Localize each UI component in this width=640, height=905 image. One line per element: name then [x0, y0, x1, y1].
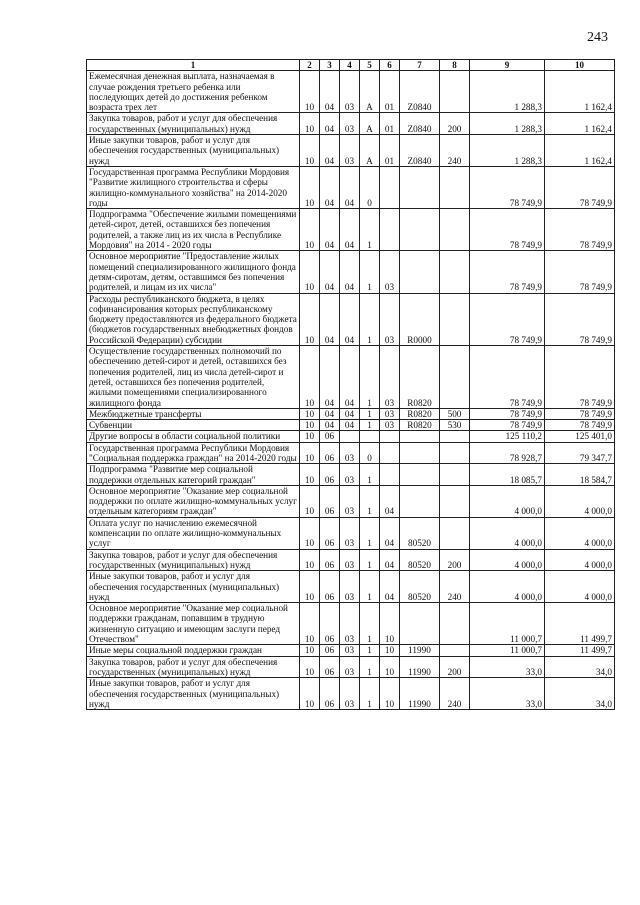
table-row — [87, 135, 615, 167]
row-c9-cell: 78 749,9 — [470, 420, 545, 431]
table-row — [87, 113, 615, 135]
row-c7-cell: 80520 — [400, 517, 440, 549]
row-c4-cell: 04 — [340, 420, 360, 431]
row-name-cell: Оплата услуг по начислению ежемесячной компенсации по оплате жилищно-коммунальных услуг — [87, 517, 300, 549]
row-c8-cell: 200 — [440, 113, 470, 135]
row-c8-cell — [440, 209, 470, 251]
row-c9-cell: 18 085,7 — [470, 464, 545, 486]
row-name-cell: Закупка товаров, работ и услуг для обеспечения государственных (муниципальных) нужд — [87, 113, 300, 135]
header-cell: 6 — [380, 60, 400, 71]
row-c7-cell — [400, 209, 440, 251]
row-c4-cell: 03 — [340, 571, 360, 603]
row-c3-cell: 04 — [320, 113, 340, 135]
row-c5-cell: 1 — [360, 346, 380, 409]
row-c5-cell: 0 — [360, 442, 380, 464]
row-c8-cell — [440, 431, 470, 442]
row-c5-cell: А — [360, 113, 380, 135]
row-c2-cell: 10 — [300, 517, 320, 549]
row-c6-cell — [380, 464, 400, 486]
row-name-cell: Иные меры социальной поддержки граждан — [87, 645, 300, 656]
row-c8-cell: 240 — [440, 571, 470, 603]
row-name-cell: Межбюджетные трансферты — [87, 408, 300, 419]
row-c3-cell: 04 — [320, 71, 340, 113]
table-row — [87, 408, 615, 419]
row-c9-cell: 4 000,0 — [470, 549, 545, 571]
row-c3-cell: 04 — [320, 420, 340, 431]
row-c3-cell: 06 — [320, 485, 340, 517]
row-c5-cell: А — [360, 135, 380, 167]
row-name-cell: Государственная программа Республики Мордовия "Развитие жилищного строительства и сферы жилищно-коммунального хозяйства" на 2014-2020 годы — [87, 166, 300, 208]
row-c5-cell — [360, 431, 380, 442]
row-c5-cell: 1 — [360, 408, 380, 419]
table-row — [87, 346, 615, 409]
row-c7-cell — [400, 251, 440, 293]
row-c7-cell: Z0840 — [400, 113, 440, 135]
row-c8-cell: 530 — [440, 420, 470, 431]
row-c5-cell: 1 — [360, 485, 380, 517]
table-row — [87, 420, 615, 431]
row-c7-cell: R0820 — [400, 420, 440, 431]
row-c6-cell: 04 — [380, 485, 400, 517]
row-c8-cell: 240 — [440, 135, 470, 167]
row-c2-cell: 10 — [300, 71, 320, 113]
header-cell: 5 — [360, 60, 380, 71]
row-c3-cell: 06 — [320, 603, 340, 645]
row-c5-cell: 1 — [360, 603, 380, 645]
header-row — [87, 60, 615, 71]
row-c9-cell: 125 110,2 — [470, 431, 545, 442]
row-c8-cell: 240 — [440, 678, 470, 710]
row-c6-cell — [380, 442, 400, 464]
row-c8-cell — [440, 442, 470, 464]
row-c9-cell: 78 928,7 — [470, 442, 545, 464]
row-c10-cell: 4 000,0 — [545, 485, 615, 517]
row-c2-cell: 10 — [300, 678, 320, 710]
header-cell: 10 — [545, 60, 615, 71]
row-c2-cell: 10 — [300, 431, 320, 442]
row-c9-cell: 1 288,3 — [470, 135, 545, 167]
row-name-cell: Подпрограмма "Развитие мер социальной поддержки отдельных категорий граждан" — [87, 464, 300, 486]
row-c2-cell: 10 — [300, 346, 320, 409]
row-name-cell: Ежемесячная денежная выплата, назначаемая в случае рождения третьего ребенка или последующих детей до достижения ребенком возраста трех лет — [87, 71, 300, 113]
row-c4-cell: 03 — [340, 678, 360, 710]
row-name-cell: Иные закупки товаров, работ и услуг для обеспечения государственных (муниципальных) нужд — [87, 135, 300, 167]
table-row — [87, 485, 615, 517]
row-c6-cell: 10 — [380, 656, 400, 678]
row-c2-cell: 10 — [300, 420, 320, 431]
row-c9-cell: 11 000,7 — [470, 603, 545, 645]
row-c10-cell: 78 749,9 — [545, 209, 615, 251]
row-c5-cell: 1 — [360, 656, 380, 678]
table-row — [87, 442, 615, 464]
row-c5-cell: 1 — [360, 645, 380, 656]
row-c4-cell: 03 — [340, 113, 360, 135]
row-c6-cell: 03 — [380, 293, 400, 345]
row-c10-cell: 4 000,0 — [545, 517, 615, 549]
row-name-cell: Расходы республиканского бюджета, в целях софинансирования которых республиканскому бюджету предоставляются из федерального бюджета (бюджетов государственных внебюджетных фондов Российской Федерации) субсидии — [87, 293, 300, 345]
row-c6-cell: 04 — [380, 517, 400, 549]
row-c3-cell: 04 — [320, 346, 340, 409]
row-c3-cell: 06 — [320, 442, 340, 464]
row-c9-cell: 33,0 — [470, 678, 545, 710]
row-c7-cell — [400, 166, 440, 208]
row-c6-cell: 03 — [380, 408, 400, 419]
row-c3-cell: 04 — [320, 251, 340, 293]
row-c10-cell: 78 749,9 — [545, 251, 615, 293]
row-c4-cell: 04 — [340, 209, 360, 251]
row-c6-cell: 04 — [380, 571, 400, 603]
row-name-cell: Другие вопросы в области социальной политики — [87, 431, 300, 442]
row-c2-cell: 10 — [300, 464, 320, 486]
row-name-cell: Иные закупки товаров, работ и услуг для обеспечения государственных (муниципальных) нужд — [87, 678, 300, 710]
row-c2-cell: 10 — [300, 442, 320, 464]
row-c7-cell: R0820 — [400, 346, 440, 409]
row-c8-cell — [440, 485, 470, 517]
row-c2-cell: 10 — [300, 571, 320, 603]
table-row — [87, 166, 615, 208]
row-c4-cell: 03 — [340, 603, 360, 645]
table-row — [87, 603, 615, 645]
row-c3-cell: 06 — [320, 464, 340, 486]
row-name-cell: Закупка товаров, работ и услуг для обеспечения государственных (муниципальных) нужд — [87, 549, 300, 571]
table-row — [87, 464, 615, 486]
row-c3-cell: 04 — [320, 209, 340, 251]
row-c2-cell: 10 — [300, 645, 320, 656]
row-c5-cell: 1 — [360, 517, 380, 549]
row-c9-cell: 4 000,0 — [470, 571, 545, 603]
row-c2-cell: 10 — [300, 549, 320, 571]
row-c8-cell — [440, 293, 470, 345]
row-c7-cell: 80520 — [400, 571, 440, 603]
row-c5-cell: 1 — [360, 549, 380, 571]
table-row — [87, 209, 615, 251]
row-c2-cell: 10 — [300, 135, 320, 167]
row-c2-cell: 10 — [300, 603, 320, 645]
row-c6-cell: 04 — [380, 549, 400, 571]
row-c2-cell: 10 — [300, 166, 320, 208]
row-c4-cell: 04 — [340, 408, 360, 419]
row-c9-cell: 4 000,0 — [470, 485, 545, 517]
row-name-cell: Осуществление государственных полномочий по обеспечению детей-сирот и детей, оставшихся без попечения родителей, лиц из числа детей-сирот и детей, оставшихся без попечения родителей, жилыми помещениями специализированного жилищного фонда — [87, 346, 300, 409]
row-c6-cell: 10 — [380, 678, 400, 710]
row-c7-cell: R0000 — [400, 293, 440, 345]
row-c5-cell: 0 — [360, 166, 380, 208]
row-c5-cell: 1 — [360, 678, 380, 710]
row-c2-cell: 10 — [300, 408, 320, 419]
row-c6-cell: 01 — [380, 135, 400, 167]
header-cell: 2 — [300, 60, 320, 71]
row-c8-cell — [440, 603, 470, 645]
row-c8-cell — [440, 166, 470, 208]
row-c5-cell: А — [360, 71, 380, 113]
table-body — [87, 71, 615, 710]
row-c4-cell: 03 — [340, 656, 360, 678]
row-c4-cell: 03 — [340, 517, 360, 549]
row-c2-cell: 10 — [300, 293, 320, 345]
row-c9-cell: 1 288,3 — [470, 71, 545, 113]
row-name-cell: Основное мероприятие "Предоставление жилых помещений специализированного жилищного фонда детям-сиротам, детям, оставшимся без попечения родителей, и лицам из их числа" — [87, 251, 300, 293]
row-name-cell: Государственная программа Республики Мордовия "Социальная поддержка граждан" на 2014-2020 годы — [87, 442, 300, 464]
row-c7-cell — [400, 464, 440, 486]
row-c6-cell: 03 — [380, 346, 400, 409]
header-cell: 8 — [440, 60, 470, 71]
row-c4-cell: 03 — [340, 135, 360, 167]
row-c5-cell: 1 — [360, 420, 380, 431]
row-c3-cell: 06 — [320, 517, 340, 549]
row-c9-cell: 78 749,9 — [470, 166, 545, 208]
row-c4-cell: 04 — [340, 251, 360, 293]
table-row — [87, 293, 615, 345]
row-c7-cell — [400, 485, 440, 517]
row-c9-cell: 33,0 — [470, 656, 545, 678]
row-c7-cell — [400, 603, 440, 645]
row-c10-cell: 18 584,7 — [545, 464, 615, 486]
row-c6-cell — [380, 166, 400, 208]
header-cell: 7 — [400, 60, 440, 71]
row-c10-cell: 78 749,9 — [545, 420, 615, 431]
table-row — [87, 251, 615, 293]
row-c9-cell: 11 000,7 — [470, 645, 545, 656]
row-c8-cell — [440, 464, 470, 486]
row-c10-cell: 78 749,9 — [545, 346, 615, 409]
row-c10-cell: 125 401,0 — [545, 431, 615, 442]
row-c3-cell: 06 — [320, 645, 340, 656]
row-c10-cell: 11 499,7 — [545, 645, 615, 656]
row-c4-cell: 03 — [340, 71, 360, 113]
table-row — [87, 645, 615, 656]
row-c8-cell — [440, 346, 470, 409]
table-row — [87, 678, 615, 710]
row-c10-cell: 1 162,4 — [545, 135, 615, 167]
row-c6-cell: 10 — [380, 645, 400, 656]
row-c10-cell: 79 347,7 — [545, 442, 615, 464]
row-c5-cell: 1 — [360, 464, 380, 486]
row-c7-cell: 11990 — [400, 678, 440, 710]
row-c3-cell: 04 — [320, 408, 340, 419]
row-c2-cell: 10 — [300, 113, 320, 135]
row-c9-cell: 78 749,9 — [470, 408, 545, 419]
row-c7-cell — [400, 431, 440, 442]
row-c7-cell: Z0840 — [400, 71, 440, 113]
row-c7-cell: 11990 — [400, 645, 440, 656]
row-c4-cell: 03 — [340, 645, 360, 656]
row-c8-cell: 500 — [440, 408, 470, 419]
row-c7-cell — [400, 442, 440, 464]
row-c6-cell: 01 — [380, 71, 400, 113]
row-c8-cell — [440, 251, 470, 293]
row-c4-cell: 04 — [340, 293, 360, 345]
row-c7-cell: 11990 — [400, 656, 440, 678]
row-c3-cell: 06 — [320, 431, 340, 442]
row-c8-cell: 200 — [440, 549, 470, 571]
row-c9-cell: 78 749,9 — [470, 346, 545, 409]
row-name-cell: Основное мероприятие "Оказание мер социальной поддержки по оплате жилищно-коммунальных услуг отдельным категориям граждан" — [87, 485, 300, 517]
row-name-cell: Закупка товаров, работ и услуг для обеспечения государственных (муниципальных) нужд — [87, 656, 300, 678]
header-cell: 9 — [470, 60, 545, 71]
row-c3-cell: 06 — [320, 549, 340, 571]
row-c6-cell: 10 — [380, 603, 400, 645]
row-c8-cell: 200 — [440, 656, 470, 678]
page-number: 243 — [587, 30, 608, 45]
table-row — [87, 656, 615, 678]
row-name-cell: Подпрограмма "Обеспечение жилыми помещениями детей-сирот, детей, оставшихся без попечения родителей, а также лиц из их числа в Республике Мордовия" на 2014 - 2020 годы — [87, 209, 300, 251]
table-row — [87, 517, 615, 549]
row-c4-cell — [340, 431, 360, 442]
row-c10-cell: 4 000,0 — [545, 549, 615, 571]
row-c3-cell: 06 — [320, 571, 340, 603]
row-c8-cell — [440, 71, 470, 113]
row-c9-cell: 78 749,9 — [470, 251, 545, 293]
row-c9-cell: 1 288,3 — [470, 113, 545, 135]
row-name-cell: Субвенции — [87, 420, 300, 431]
row-c7-cell: 80520 — [400, 549, 440, 571]
row-c2-cell: 10 — [300, 656, 320, 678]
row-c9-cell: 78 749,9 — [470, 209, 545, 251]
row-c10-cell: 34,0 — [545, 678, 615, 710]
row-c4-cell: 03 — [340, 549, 360, 571]
row-c4-cell: 04 — [340, 166, 360, 208]
table-row — [87, 549, 615, 571]
row-c10-cell: 78 749,9 — [545, 293, 615, 345]
row-c10-cell: 4 000,0 — [545, 571, 615, 603]
row-c3-cell: 06 — [320, 656, 340, 678]
row-c2-cell: 10 — [300, 251, 320, 293]
row-c5-cell: 1 — [360, 293, 380, 345]
row-c10-cell: 78 749,9 — [545, 408, 615, 419]
table-row — [87, 71, 615, 113]
row-c3-cell: 04 — [320, 293, 340, 345]
row-c10-cell: 34,0 — [545, 656, 615, 678]
header-cell: 3 — [320, 60, 340, 71]
row-c2-cell: 10 — [300, 209, 320, 251]
row-c10-cell: 1 162,4 — [545, 71, 615, 113]
row-c6-cell: 03 — [380, 251, 400, 293]
row-c8-cell — [440, 517, 470, 549]
row-c10-cell: 78 749,9 — [545, 166, 615, 208]
row-c9-cell: 78 749,9 — [470, 293, 545, 345]
table-row — [87, 571, 615, 603]
table-row — [87, 431, 615, 442]
row-c3-cell: 04 — [320, 135, 340, 167]
row-c5-cell: 1 — [360, 251, 380, 293]
header-cell: 1 — [87, 60, 300, 71]
row-name-cell: Основное мероприятие "Оказание мер социальной поддержки гражданам, попавшим в трудную жизненную ситуацию и имеющим заслуги перед Отечеством" — [87, 603, 300, 645]
header-cell: 4 — [340, 60, 360, 71]
row-c5-cell: 1 — [360, 571, 380, 603]
row-c6-cell: 01 — [380, 113, 400, 135]
row-c4-cell: 03 — [340, 464, 360, 486]
row-c4-cell: 04 — [340, 346, 360, 409]
row-name-cell: Иные закупки товаров, работ и услуг для обеспечения государственных (муниципальных) нужд — [87, 571, 300, 603]
row-c7-cell: R0820 — [400, 408, 440, 419]
row-c10-cell: 11 499,7 — [545, 603, 615, 645]
row-c6-cell — [380, 209, 400, 251]
row-c6-cell: 03 — [380, 420, 400, 431]
row-c4-cell: 03 — [340, 442, 360, 464]
row-c6-cell — [380, 431, 400, 442]
row-c10-cell: 1 162,4 — [545, 113, 615, 135]
row-c9-cell: 4 000,0 — [470, 517, 545, 549]
row-c2-cell: 10 — [300, 485, 320, 517]
row-c7-cell: Z0840 — [400, 135, 440, 167]
row-c3-cell: 04 — [320, 166, 340, 208]
row-c3-cell: 06 — [320, 678, 340, 710]
row-c5-cell: 1 — [360, 209, 380, 251]
row-c4-cell: 03 — [340, 485, 360, 517]
row-c8-cell — [440, 645, 470, 656]
budget-table — [86, 59, 615, 710]
